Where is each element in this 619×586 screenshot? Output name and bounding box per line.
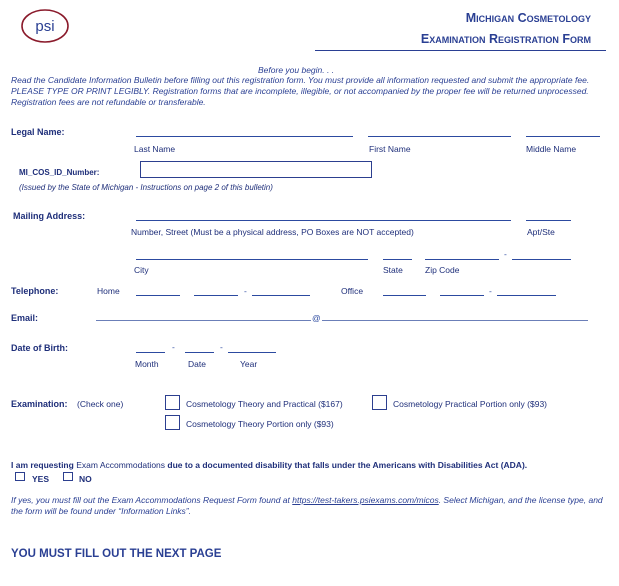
- middle-name-caption: Middle Name: [526, 144, 577, 154]
- apt-caption: Apt/Ste: [527, 227, 555, 237]
- exam-practical-only-label: Cosmetology Practical Portion only ($93): [393, 399, 548, 409]
- apt-field[interactable]: [526, 220, 571, 221]
- office-phone-dash: -: [489, 286, 492, 296]
- email-domain-field[interactable]: [322, 320, 588, 321]
- dob-label: Date of Birth:: [11, 343, 68, 353]
- exam-theory-practical-checkbox[interactable]: [165, 395, 180, 410]
- email-label: Email:: [11, 313, 39, 323]
- exam-practical-only-checkbox[interactable]: [372, 395, 387, 410]
- form-title-line2: Examination Registration Form: [420, 32, 591, 46]
- dob-dash-2: -: [220, 342, 223, 352]
- dob-year-field[interactable]: [228, 352, 276, 353]
- accommodations-url-link[interactable]: https://test-takers.psiexams.com/micos: [292, 495, 439, 505]
- accommodations-no-checkbox[interactable]: [63, 472, 73, 481]
- psi-logo: [20, 8, 70, 44]
- accommodations-followup: [11, 495, 609, 517]
- accommodations-lead: I am requesting: [11, 460, 74, 470]
- dob-month-caption: Month: [135, 359, 159, 369]
- last-name-field[interactable]: [136, 136, 353, 137]
- first-name-field[interactable]: [368, 136, 511, 137]
- email-user-field[interactable]: [96, 320, 311, 321]
- middle-name-field[interactable]: [526, 136, 600, 137]
- accommodations-mid: Exam Accommodations: [76, 460, 166, 470]
- exam-theory-only-checkbox[interactable]: [165, 415, 180, 430]
- accommodations-statement: [11, 460, 527, 470]
- cos-id-input[interactable]: [140, 161, 372, 178]
- city-caption: City: [134, 265, 149, 275]
- home-phone-area-field[interactable]: [136, 295, 180, 296]
- accommodations-followup-post: . Select Michigan, and the license type, and the form will be found under “Information Links”.: [11, 495, 603, 516]
- dob-month-field[interactable]: [136, 352, 165, 353]
- zip-dash: -: [504, 249, 507, 259]
- header-rule: [315, 50, 606, 51]
- examination-label: Examination:: [11, 399, 68, 409]
- first-name-caption: First Name: [369, 144, 411, 154]
- office-phone-label: Office: [341, 286, 364, 296]
- zip-caption: Zip Code: [425, 265, 460, 275]
- office-phone-prefix-field[interactable]: [440, 295, 484, 296]
- mailing-address-label: Mailing Address:: [13, 211, 86, 221]
- intro-body: Read the Candidate Information Bulletin before filling out this registration form. You must provide all information requested and submit the appropriate fee. PLEASE TYPE OR PRINT LEGIBLY. Registration forms that are incomplete, illegible, or not accompanied by the proper fee will be returned unprocessed. Registration fees are not refundable or transferable.: [11, 75, 590, 107]
- legal-name-label: Legal Name:: [11, 127, 65, 137]
- last-name-caption: Last Name: [134, 144, 176, 154]
- cos-id-note: (Issued by the State of Michigan - Instructions on page 2 of this bulletin): [19, 183, 273, 192]
- state-field[interactable]: [383, 259, 412, 260]
- street-caption: Number, Street (Must be a physical address, PO Boxes are NOT accepted): [131, 227, 414, 237]
- office-phone-area-field[interactable]: [383, 295, 426, 296]
- cos-id-label: MI_COS_ID_Number:: [19, 168, 100, 177]
- accommodations-tail: due to a documented disability that falls under the Americans with Disabilities Act (ADA).: [167, 460, 528, 470]
- street-field[interactable]: [136, 220, 511, 221]
- city-field[interactable]: [136, 259, 368, 260]
- exam-theory-only-label: Cosmetology Theory Portion only ($93): [186, 419, 334, 429]
- dob-year-caption: Year: [240, 359, 258, 369]
- home-phone-dash: -: [244, 286, 247, 296]
- next-page-notice: YOU MUST FILL OUT THE NEXT PAGE: [11, 548, 222, 560]
- form-title-line1: Michigan Cosmetology: [465, 11, 591, 25]
- home-phone-prefix-field[interactable]: [194, 295, 238, 296]
- home-phone-label: Home: [97, 286, 120, 296]
- email-at-sign: @: [312, 313, 321, 323]
- examination-hint: (Check one): [77, 399, 124, 409]
- office-phone-line-field[interactable]: [497, 295, 556, 296]
- intro-heading: Before you begin. . .: [258, 65, 335, 75]
- home-phone-line-field[interactable]: [252, 295, 310, 296]
- zip-ext-field[interactable]: [512, 259, 571, 260]
- dob-dash-1: -: [172, 342, 175, 352]
- dob-date-caption: Date: [188, 359, 206, 369]
- dob-date-field[interactable]: [185, 352, 214, 353]
- logo-text: psi: [35, 18, 55, 35]
- accommodations-followup-pre: If yes, you must fill out the Exam Accommodations Request Form found at: [11, 495, 290, 505]
- accommodations-yes-label: YES: [32, 474, 50, 484]
- state-caption: State: [383, 265, 403, 275]
- accommodations-no-label: NO: [79, 474, 92, 484]
- exam-theory-practical-label: Cosmetology Theory and Practical ($167): [186, 399, 343, 409]
- telephone-label: Telephone:: [11, 286, 59, 296]
- accommodations-yes-checkbox[interactable]: [15, 472, 25, 481]
- zip-field[interactable]: [425, 259, 499, 260]
